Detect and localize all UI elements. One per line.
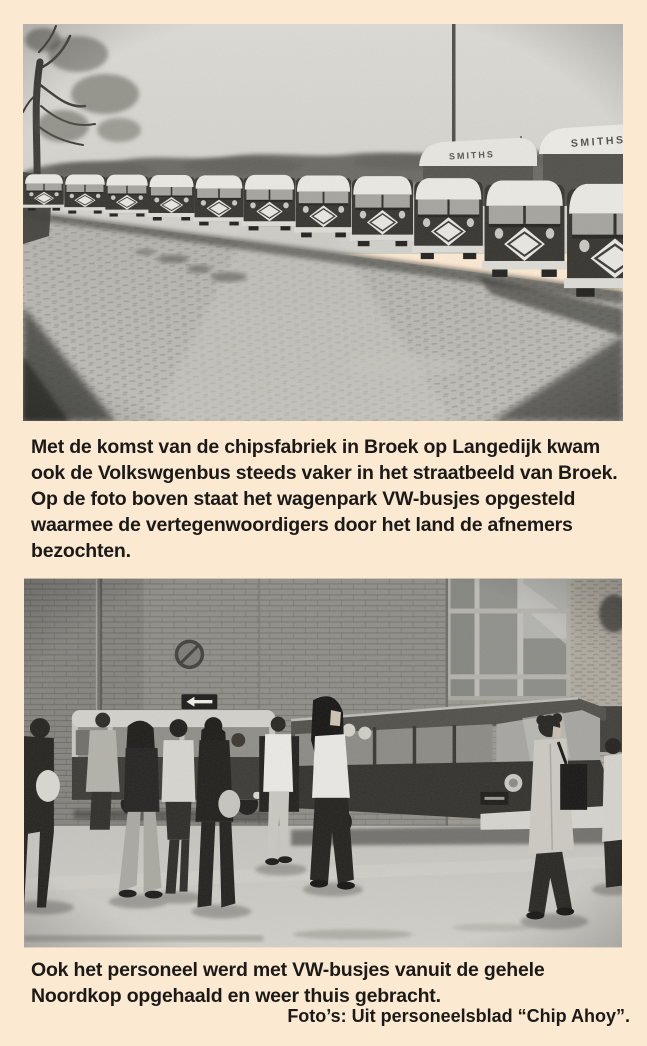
caption-line: Op de foto boven staat het wagenpark VW-busjes opgesteld	[31, 488, 576, 510]
vignette	[24, 579, 622, 948]
bottom-photo-caption	[31, 957, 544, 1009]
caption-line: Ook het personeel werd met VW-busjes vanuit de gehele	[31, 959, 545, 981]
top-photo	[23, 24, 623, 421]
photo-credit: Foto’s: Uit personeelsblad “Chip Ahoy”.	[287, 1006, 630, 1026]
caption-line: bezochten.	[31, 540, 131, 562]
top-photo-caption	[31, 434, 618, 564]
caption-line: ook de Volkswgenbus steeds vaker in het straatbeeld van Broek.	[31, 462, 618, 484]
caption-line: waarmee de vertegenwoordigers door het land de afnemers	[31, 514, 573, 536]
caption-line: Met de komst van de chipsfabriek in Broek op Langedijk kwam	[31, 436, 601, 458]
bottom-photo	[24, 578, 622, 948]
vignette	[23, 24, 623, 421]
caption-line: Noordkop opgehaald en weer thuis gebracht.	[31, 985, 441, 1007]
